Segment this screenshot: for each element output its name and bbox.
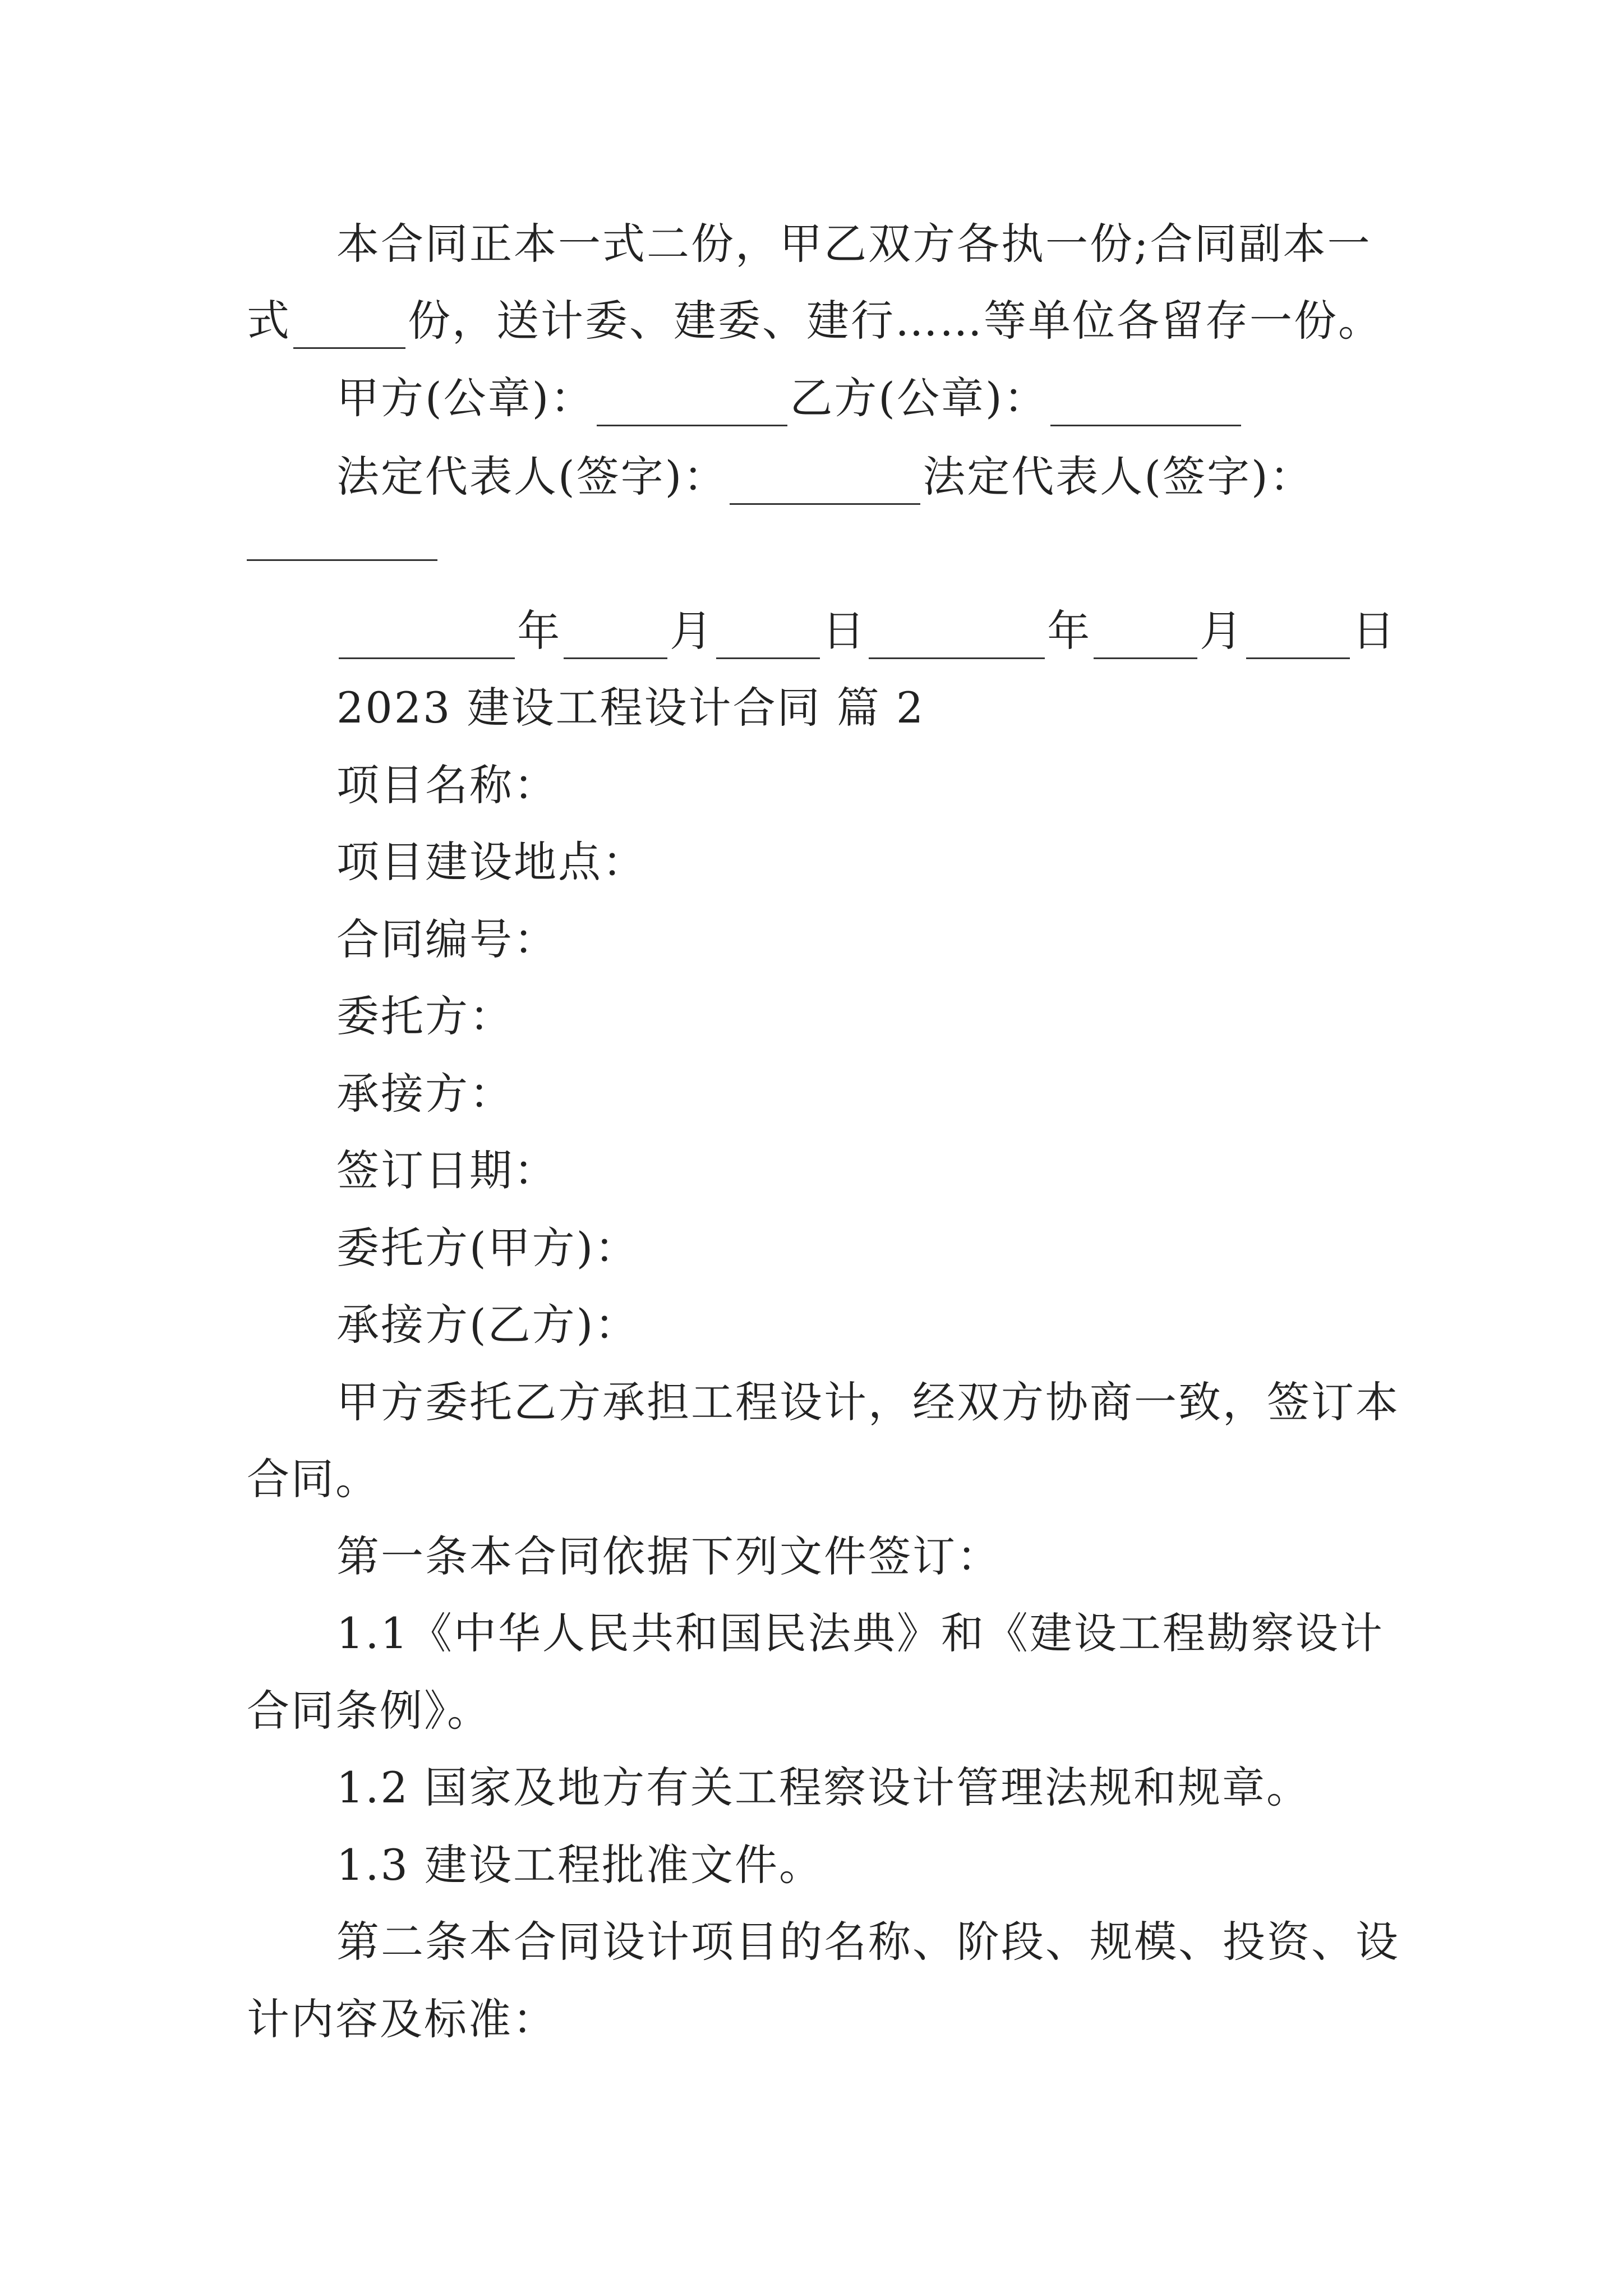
field-contract-number: 合同编号： [336, 914, 558, 964]
party-b-year-label: 年 [1047, 606, 1092, 656]
party-b-month-label: 月 [1200, 606, 1244, 656]
party-a-day-blank [716, 617, 820, 659]
party-b-seal-blank [1050, 384, 1241, 426]
article-1-3: 1.3 建设工程批准文件。 [336, 1840, 824, 1890]
article-2-line-2: 计内容及标准： [247, 1994, 557, 2044]
field-project-location: 项目建设地点： [336, 837, 647, 887]
party-a-year-blank [339, 617, 515, 659]
para-copies-line-2 [247, 293, 1396, 349]
party-b-seal-label: 乙方(公章)： [790, 373, 1048, 423]
party-b-rep-label: 法定代表人(签字)： [923, 452, 1314, 501]
para-entrust-line-1: 甲方委托乙方承担工程设计，经双方协商一致，签订本 [336, 1377, 1400, 1427]
party-a-rep-label: 法定代表人(签字)： [336, 452, 728, 501]
field-sign-date: 签订日期： [336, 1145, 558, 1195]
field-party-b: 承接方(乙方)： [336, 1300, 639, 1350]
date-row [336, 603, 1396, 659]
article-1-1-line-1: 1.1《中华人民共和国民法典》和《建设工程勘察设计 [336, 1608, 1384, 1658]
party-a-month-blank [564, 617, 667, 659]
party-a-seal-blank [597, 384, 787, 426]
article-2-line-1: 第二条本合同设计项目的名称、阶段、规模、投资、设 [336, 1917, 1400, 1967]
party-b-day-label: 日 [1352, 606, 1396, 656]
party-b-day-blank [1246, 617, 1350, 659]
seal-signature-row [336, 370, 1396, 426]
field-party-a: 委托方(甲方)： [336, 1223, 639, 1273]
party-b-rep-blank [247, 559, 437, 561]
copies-count-blank [293, 307, 405, 349]
article-1-heading: 第一条本合同依据下列文件签订： [336, 1531, 1001, 1581]
party-b-year-blank [869, 617, 1045, 659]
party-a-day-label: 日 [822, 606, 866, 656]
party-a-seal-label: 甲方(公章)： [336, 373, 595, 423]
para-copies-line-2-start: 式 [247, 296, 291, 346]
party-a-rep-blank [730, 463, 920, 505]
field-client: 委托方： [336, 991, 514, 1041]
party-b-month-blank [1094, 617, 1197, 659]
para-entrust-line-2: 合同。 [247, 1454, 380, 1504]
field-contractor: 承接方： [336, 1069, 514, 1119]
article-1-1-line-2: 合同条例》。 [247, 1686, 491, 1736]
para-copies-line-1: 本合同正本一式二份，甲乙双方各执一份;合同副本一 [336, 219, 1372, 269]
section-title: 2023 建设工程设计合同 篇 2 [336, 683, 925, 733]
article-1-2: 1.2 国家及地方有关工程察设计管理法规和规章。 [336, 1763, 1311, 1812]
field-project-name: 项目名称： [336, 760, 558, 810]
representative-signature-row [336, 449, 1396, 505]
party-a-year-label: 年 [517, 606, 562, 656]
party-a-month-label: 月 [670, 606, 714, 656]
para-copies-line-2-end: 份，送计委、建委、建行……等单位各留存一份。 [408, 296, 1382, 346]
